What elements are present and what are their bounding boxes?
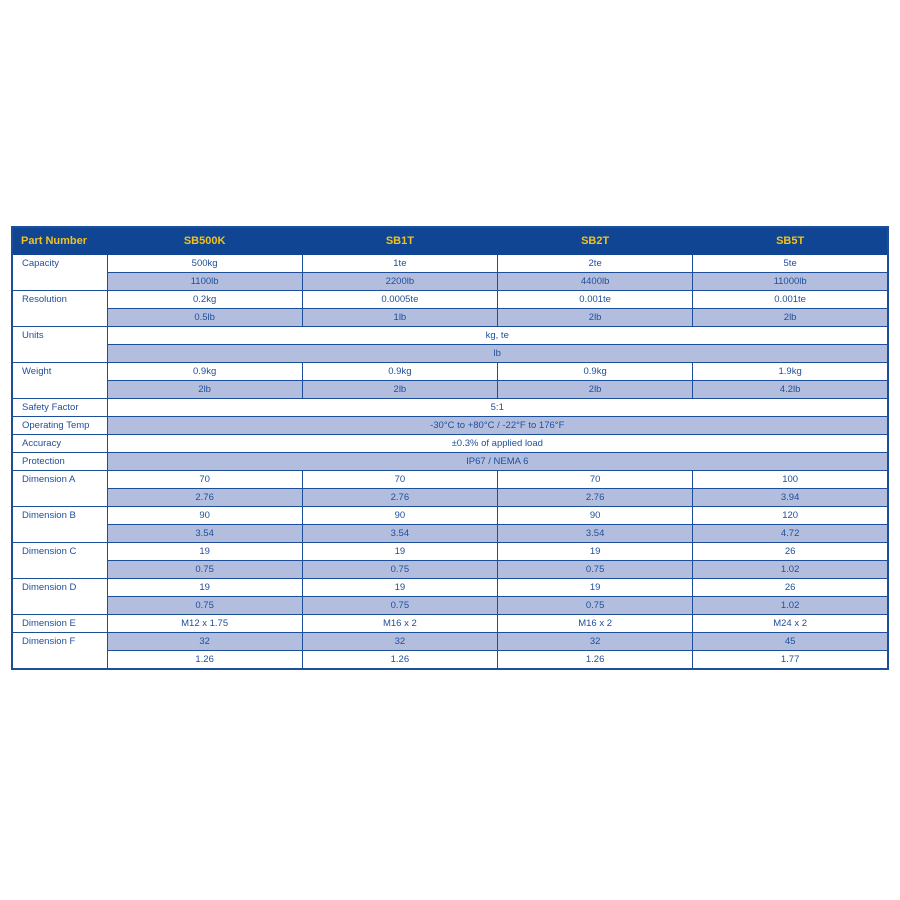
dimension-b-imperial-sb1t: 3.54 [302,525,497,543]
dimension-a-metric-sb2t: 70 [498,471,693,489]
dimension-d-imperial-sb1t: 0.75 [302,597,497,615]
dimension-d-metric-row [12,579,888,597]
model-header-sb1t: SB1T [302,227,497,255]
capacity-imperial-row [12,273,888,291]
spec-table [11,226,889,670]
dimension-a-label: Dimension A [12,471,107,507]
dimension-b-imperial-sb5t: 4.72 [693,525,888,543]
model-header-sb5t: SB5T [693,227,888,255]
dimension-f-metric-sb1t: 32 [302,633,497,651]
weight-imperial-sb5t: 4.2lb [693,381,888,399]
dimension-c-metric-sb1t: 19 [302,543,497,561]
dimension-f-imperial-sb1t: 1.26 [302,651,497,670]
dimension-d-metric-sb5t: 26 [693,579,888,597]
resolution-metric-sb500k: 0.2kg [107,291,302,309]
operating-temp-row [12,417,888,435]
weight-imperial-sb2t: 2lb [498,381,693,399]
dimension-e-label: Dimension E [12,615,107,633]
dimension-d-metric-sb1t: 19 [302,579,497,597]
weight-metric-sb5t: 1.9kg [693,363,888,381]
dimension-a-imperial-sb5t: 3.94 [693,489,888,507]
dimension-c-label: Dimension C [12,543,107,579]
accuracy-label: Accuracy [12,435,107,453]
dimension-f-imperial-sb500k: 1.26 [107,651,302,670]
safety-factor-label: Safety Factor [12,399,107,417]
capacity-imperial-sb2t: 4400lb [498,273,693,291]
resolution-metric-sb2t: 0.001te [498,291,693,309]
dimension-b-metric-sb5t: 120 [693,507,888,525]
dimension-e-sb500k: M12 x 1.75 [107,615,302,633]
dimension-d-imperial-row [12,597,888,615]
operating-temp-label: Operating Temp [12,417,107,435]
accuracy-row [12,435,888,453]
protection-row [12,453,888,471]
weight-metric-sb500k: 0.9kg [107,363,302,381]
dimension-d-imperial-sb2t: 0.75 [498,597,693,615]
safety-factor-value: 5:1 [107,399,888,417]
capacity-label: Capacity [12,255,107,291]
dimension-f-metric-sb5t: 45 [693,633,888,651]
dimension-c-metric-sb5t: 26 [693,543,888,561]
dimension-a-imperial-row [12,489,888,507]
resolution-metric-sb1t: 0.0005te [302,291,497,309]
dimension-d-imperial-sb5t: 1.02 [693,597,888,615]
dimension-b-metric-row [12,507,888,525]
dimension-f-label: Dimension F [12,633,107,670]
dimension-a-imperial-sb1t: 2.76 [302,489,497,507]
dimension-f-imperial-row [12,651,888,670]
capacity-imperial-sb1t: 2200lb [302,273,497,291]
dimension-d-imperial-sb500k: 0.75 [107,597,302,615]
dimension-b-metric-sb2t: 90 [498,507,693,525]
weight-metric-row [12,363,888,381]
dimension-c-metric-sb2t: 19 [498,543,693,561]
protection-label: Protection [12,453,107,471]
dimension-d-metric-sb500k: 19 [107,579,302,597]
dimension-b-imperial-row [12,525,888,543]
dimension-e-row [12,615,888,633]
dimension-c-imperial-sb5t: 1.02 [693,561,888,579]
resolution-imperial-row [12,309,888,327]
resolution-imperial-sb2t: 2lb [498,309,693,327]
resolution-metric-row [12,291,888,309]
dimension-c-metric-row [12,543,888,561]
capacity-metric-sb1t: 1te [302,255,497,273]
dimension-a-metric-row [12,471,888,489]
capacity-metric-sb2t: 2te [498,255,693,273]
units-metric-value: kg, te [107,327,888,345]
dimension-b-label: Dimension B [12,507,107,543]
model-header-sb2t: SB2T [498,227,693,255]
dimension-b-metric-sb1t: 90 [302,507,497,525]
dimension-a-imperial-sb2t: 2.76 [498,489,693,507]
dimension-c-imperial-sb2t: 0.75 [498,561,693,579]
units-imperial-value: lb [107,345,888,363]
dimension-f-metric-sb2t: 32 [498,633,693,651]
dimension-f-metric-sb500k: 32 [107,633,302,651]
units-label: Units [12,327,107,363]
resolution-label: Resolution [12,291,107,327]
dimension-e-sb2t: M16 x 2 [498,615,693,633]
resolution-metric-sb5t: 0.001te [693,291,888,309]
dimension-f-metric-row [12,633,888,651]
capacity-imperial-sb500k: 1100lb [107,273,302,291]
dimension-c-imperial-row [12,561,888,579]
protection-value: IP67 / NEMA 6 [107,453,888,471]
units-metric-row [12,327,888,345]
resolution-imperial-sb5t: 2lb [693,309,888,327]
dimension-b-imperial-sb500k: 3.54 [107,525,302,543]
dimension-b-imperial-sb2t: 3.54 [498,525,693,543]
dimension-c-imperial-sb500k: 0.75 [107,561,302,579]
dimension-f-imperial-sb5t: 1.77 [693,651,888,670]
units-imperial-row [12,345,888,363]
weight-imperial-row [12,381,888,399]
capacity-metric-sb500k: 500kg [107,255,302,273]
capacity-metric-sb5t: 5te [693,255,888,273]
weight-metric-sb2t: 0.9kg [498,363,693,381]
dimension-e-sb1t: M16 x 2 [302,615,497,633]
accuracy-value: ±0.3% of applied load [107,435,888,453]
dimension-e-sb5t: M24 x 2 [693,615,888,633]
resolution-imperial-sb1t: 1lb [302,309,497,327]
dimension-a-metric-sb500k: 70 [107,471,302,489]
dimension-d-metric-sb2t: 19 [498,579,693,597]
weight-imperial-sb1t: 2lb [302,381,497,399]
capacity-metric-row [12,255,888,273]
dimension-b-metric-sb500k: 90 [107,507,302,525]
dimension-d-label: Dimension D [12,579,107,615]
weight-imperial-sb500k: 2lb [107,381,302,399]
capacity-imperial-sb5t: 11000lb [693,273,888,291]
safety-factor-row [12,399,888,417]
dimension-c-imperial-sb1t: 0.75 [302,561,497,579]
part-number-header: Part Number [12,227,107,255]
dimension-a-metric-sb1t: 70 [302,471,497,489]
weight-metric-sb1t: 0.9kg [302,363,497,381]
dimension-a-metric-sb5t: 100 [693,471,888,489]
dimension-a-imperial-sb500k: 2.76 [107,489,302,507]
weight-label: Weight [12,363,107,399]
dimension-f-imperial-sb2t: 1.26 [498,651,693,670]
model-header-sb500k: SB500K [107,227,302,255]
header-row [12,227,888,255]
dimension-c-metric-sb500k: 19 [107,543,302,561]
operating-temp-value: -30°C to +80°C / -22°F to 176°F [107,417,888,435]
resolution-imperial-sb500k: 0.5lb [107,309,302,327]
